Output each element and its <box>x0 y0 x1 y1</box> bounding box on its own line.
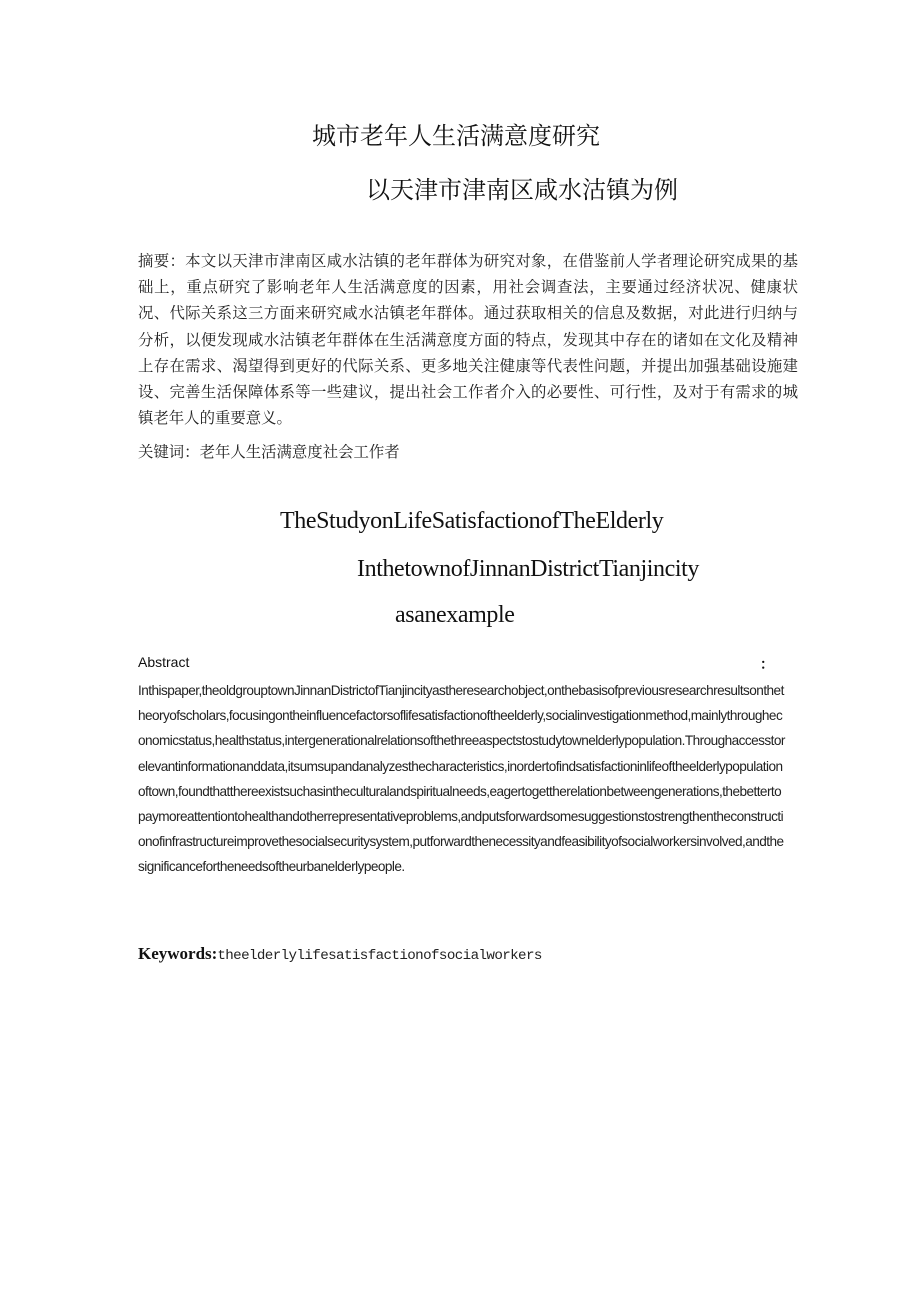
chinese-title: 城市老年人生活满意度研究 <box>312 122 600 150</box>
english-title-line-1: TheStudyonLifeSatisfactionofTheElderly <box>280 508 664 534</box>
abstract-colon: ： <box>760 656 774 672</box>
chinese-keywords: 关键词：老年人生活满意度社会工作者 <box>138 443 400 461</box>
english-abstract-heading <box>138 654 774 670</box>
keywords-text: theelderlylifesatisfactionofsocialworkers <box>217 948 542 964</box>
chinese-subtitle: 以天津市津南区咸水沽镇为例 <box>366 176 678 204</box>
abstract-label: Abstract <box>138 654 190 670</box>
keywords-label: Keywords: <box>138 944 218 963</box>
chinese-abstract: 摘要：本文以天津市津南区咸水沽镇的老年群体为研究对象，在借鉴前人学者理论研究成果的基础上，重点研究了影响老年人生活满意度的因素，用社会调查法，主要通过经济状况、健康状况、代际关系这三方面来研究咸水沽镇老年群体。通过获取相关的信息及数据，对此进行归纳与分析，以便发现咸水沽镇老年群体在生活满意度方面的特点，发现其中存在的诸如在文化及精神上存在需求、渴望得到更好的代际关系、更多地关注健康等代表性问题，并提出加强基础设施建设、完善生活保障体系等一些建议，提出社会工作者介入的必要性、可行性，及对于有需求的城镇老年人的重要意义。 <box>138 252 798 428</box>
english-title-line-3: asanexample <box>395 602 515 628</box>
english-abstract-body: Inthispaper,theoldgrouptownJinnanDistrictofTianjincityastheresearchobject,onthebasisofpreviousresearchresultsonthetheoryofscholars,focusingontheinfluencefactorsoflifesatisfactionoftheelderly,socialinvestigationmethod,mainlythrougheconomicstatus,healthstatus,intergenerationalrelationsofthethreeaspectstostudytownelderlypopulation.Throughaccesstorelevantinformationanddata,itsumsupandanalyzesthecharacteristics,inordertofindsatisfactioninlifeoftheelderlypopulationoftown,foundthatthereexistsuchasintheculturalandspiritualneeds,eagertogettherelationbetweengenerations,thebettertopaymoreattentiontohealthandotherrepresentativeproblems,andputsforwardsomesuggestionstostrengthentheconstructionofinfrastructureimprovethesocialsecuritysystem,putforwardthenecessityandfeasibilityofsocialworkersinvolved,andthesignificancefortheneedsoftheurbanelderlypeople. <box>138 683 785 875</box>
english-title-line-2: InthetownofJinnanDistrictTianjincity <box>357 556 700 582</box>
english-keywords <box>138 944 542 964</box>
